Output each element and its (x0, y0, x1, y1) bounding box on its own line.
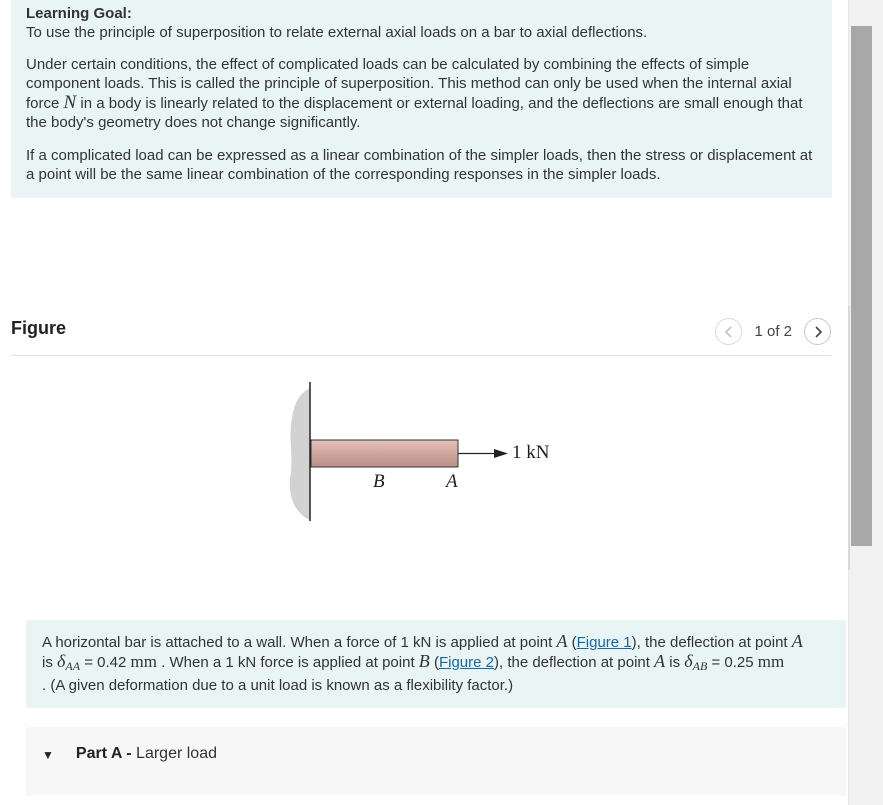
learning-goal-paragraph-3: If a complicated load can be expressed as a linear combination of the simpler loads, then the stress or displacement at a point will be the same linear combination of the corresponding responses in the simpler loads. (26, 147, 813, 183)
problem-text-3: ), the deflection at point (631, 634, 792, 651)
problem-text-6: . When a 1 kN force is applied at point (156, 654, 419, 671)
previous-figure-button[interactable] (715, 318, 742, 345)
chevron-right-icon (813, 326, 823, 338)
variable-a: A (791, 631, 803, 651)
bar (311, 440, 458, 467)
learning-goal-title: Learning Goal: (26, 5, 132, 22)
delta-subscript-aa: AA (65, 659, 81, 673)
force-arrow-head (494, 449, 508, 458)
figure-page-indicator: 1 of 2 (754, 323, 792, 340)
problem-text-5: = 0.42 (80, 654, 131, 671)
learning-goal-intro: To use the principle of superposition to relate external axial loads on a bar to axial deflections. (26, 24, 648, 41)
chevron-left-icon (724, 326, 734, 338)
problem-text (42, 632, 846, 695)
unit-mm: mm (757, 652, 785, 671)
unit-mm: mm (130, 652, 157, 671)
problem-text-4: is (42, 654, 57, 671)
caret-down-icon: ▼ (42, 748, 54, 762)
delta-symbol: δ (684, 651, 693, 671)
point-b-label: B (373, 471, 385, 492)
figure-pager (715, 318, 831, 345)
figure-2-link[interactable]: Figure 2 (438, 654, 494, 671)
part-a-subtitle: Larger load (131, 745, 217, 762)
part-a-header[interactable] (26, 727, 846, 795)
paragraph-2-text-b: in a body is linearly related to the displacement or external loading, and the deflections are small enough that the body's geometry does not change significantly. (26, 95, 803, 131)
variable-a: A (556, 631, 568, 651)
learning-goal-panel (11, 0, 832, 198)
variable-b: B (418, 651, 430, 671)
variable-n: N (63, 92, 77, 113)
bar-figure (280, 378, 600, 528)
part-a-title (76, 745, 217, 763)
force-label: 1 kN (512, 442, 550, 463)
delta-symbol: δ (57, 651, 66, 671)
wall-hatch (290, 388, 310, 520)
learning-goal-paragraph-2 (26, 55, 817, 132)
figure-header (11, 312, 831, 356)
paragraph-2-text-a: Under certain conditions, the effect of complicated loads can be calculated by combining the effects of simple component loads. This is called the principle of superposition. This method can only be used when the internal axial force (26, 56, 792, 112)
figure-title: Figure (11, 318, 67, 338)
bar-diagram (280, 378, 600, 528)
problem-text-1: A horizontal bar is attached to a wall. When a force of 1 kN is applied at point (42, 634, 557, 651)
problem-text-4: is (665, 654, 685, 671)
delta-subscript-ab: AB (692, 659, 708, 673)
problem-text-2: ( (429, 654, 439, 671)
figure-1-link[interactable]: Figure 1 (576, 634, 632, 651)
inner-scrollbar-track (848, 306, 850, 570)
variable-a: A (654, 651, 666, 671)
next-figure-button[interactable] (804, 318, 831, 345)
point-a-label: A (446, 471, 458, 492)
part-a-label: Part A - (75, 745, 132, 762)
problem-text-7: ), the deflection at point (493, 654, 655, 671)
problem-statement (26, 620, 846, 708)
scrollbar-thumb[interactable] (851, 26, 872, 546)
problem-text-2: ( (567, 634, 577, 651)
problem-text-9: . (A given deformation due to a unit load is known as a flexibility factor.) (42, 677, 514, 694)
problem-text-8: = 0.25 (707, 654, 758, 671)
